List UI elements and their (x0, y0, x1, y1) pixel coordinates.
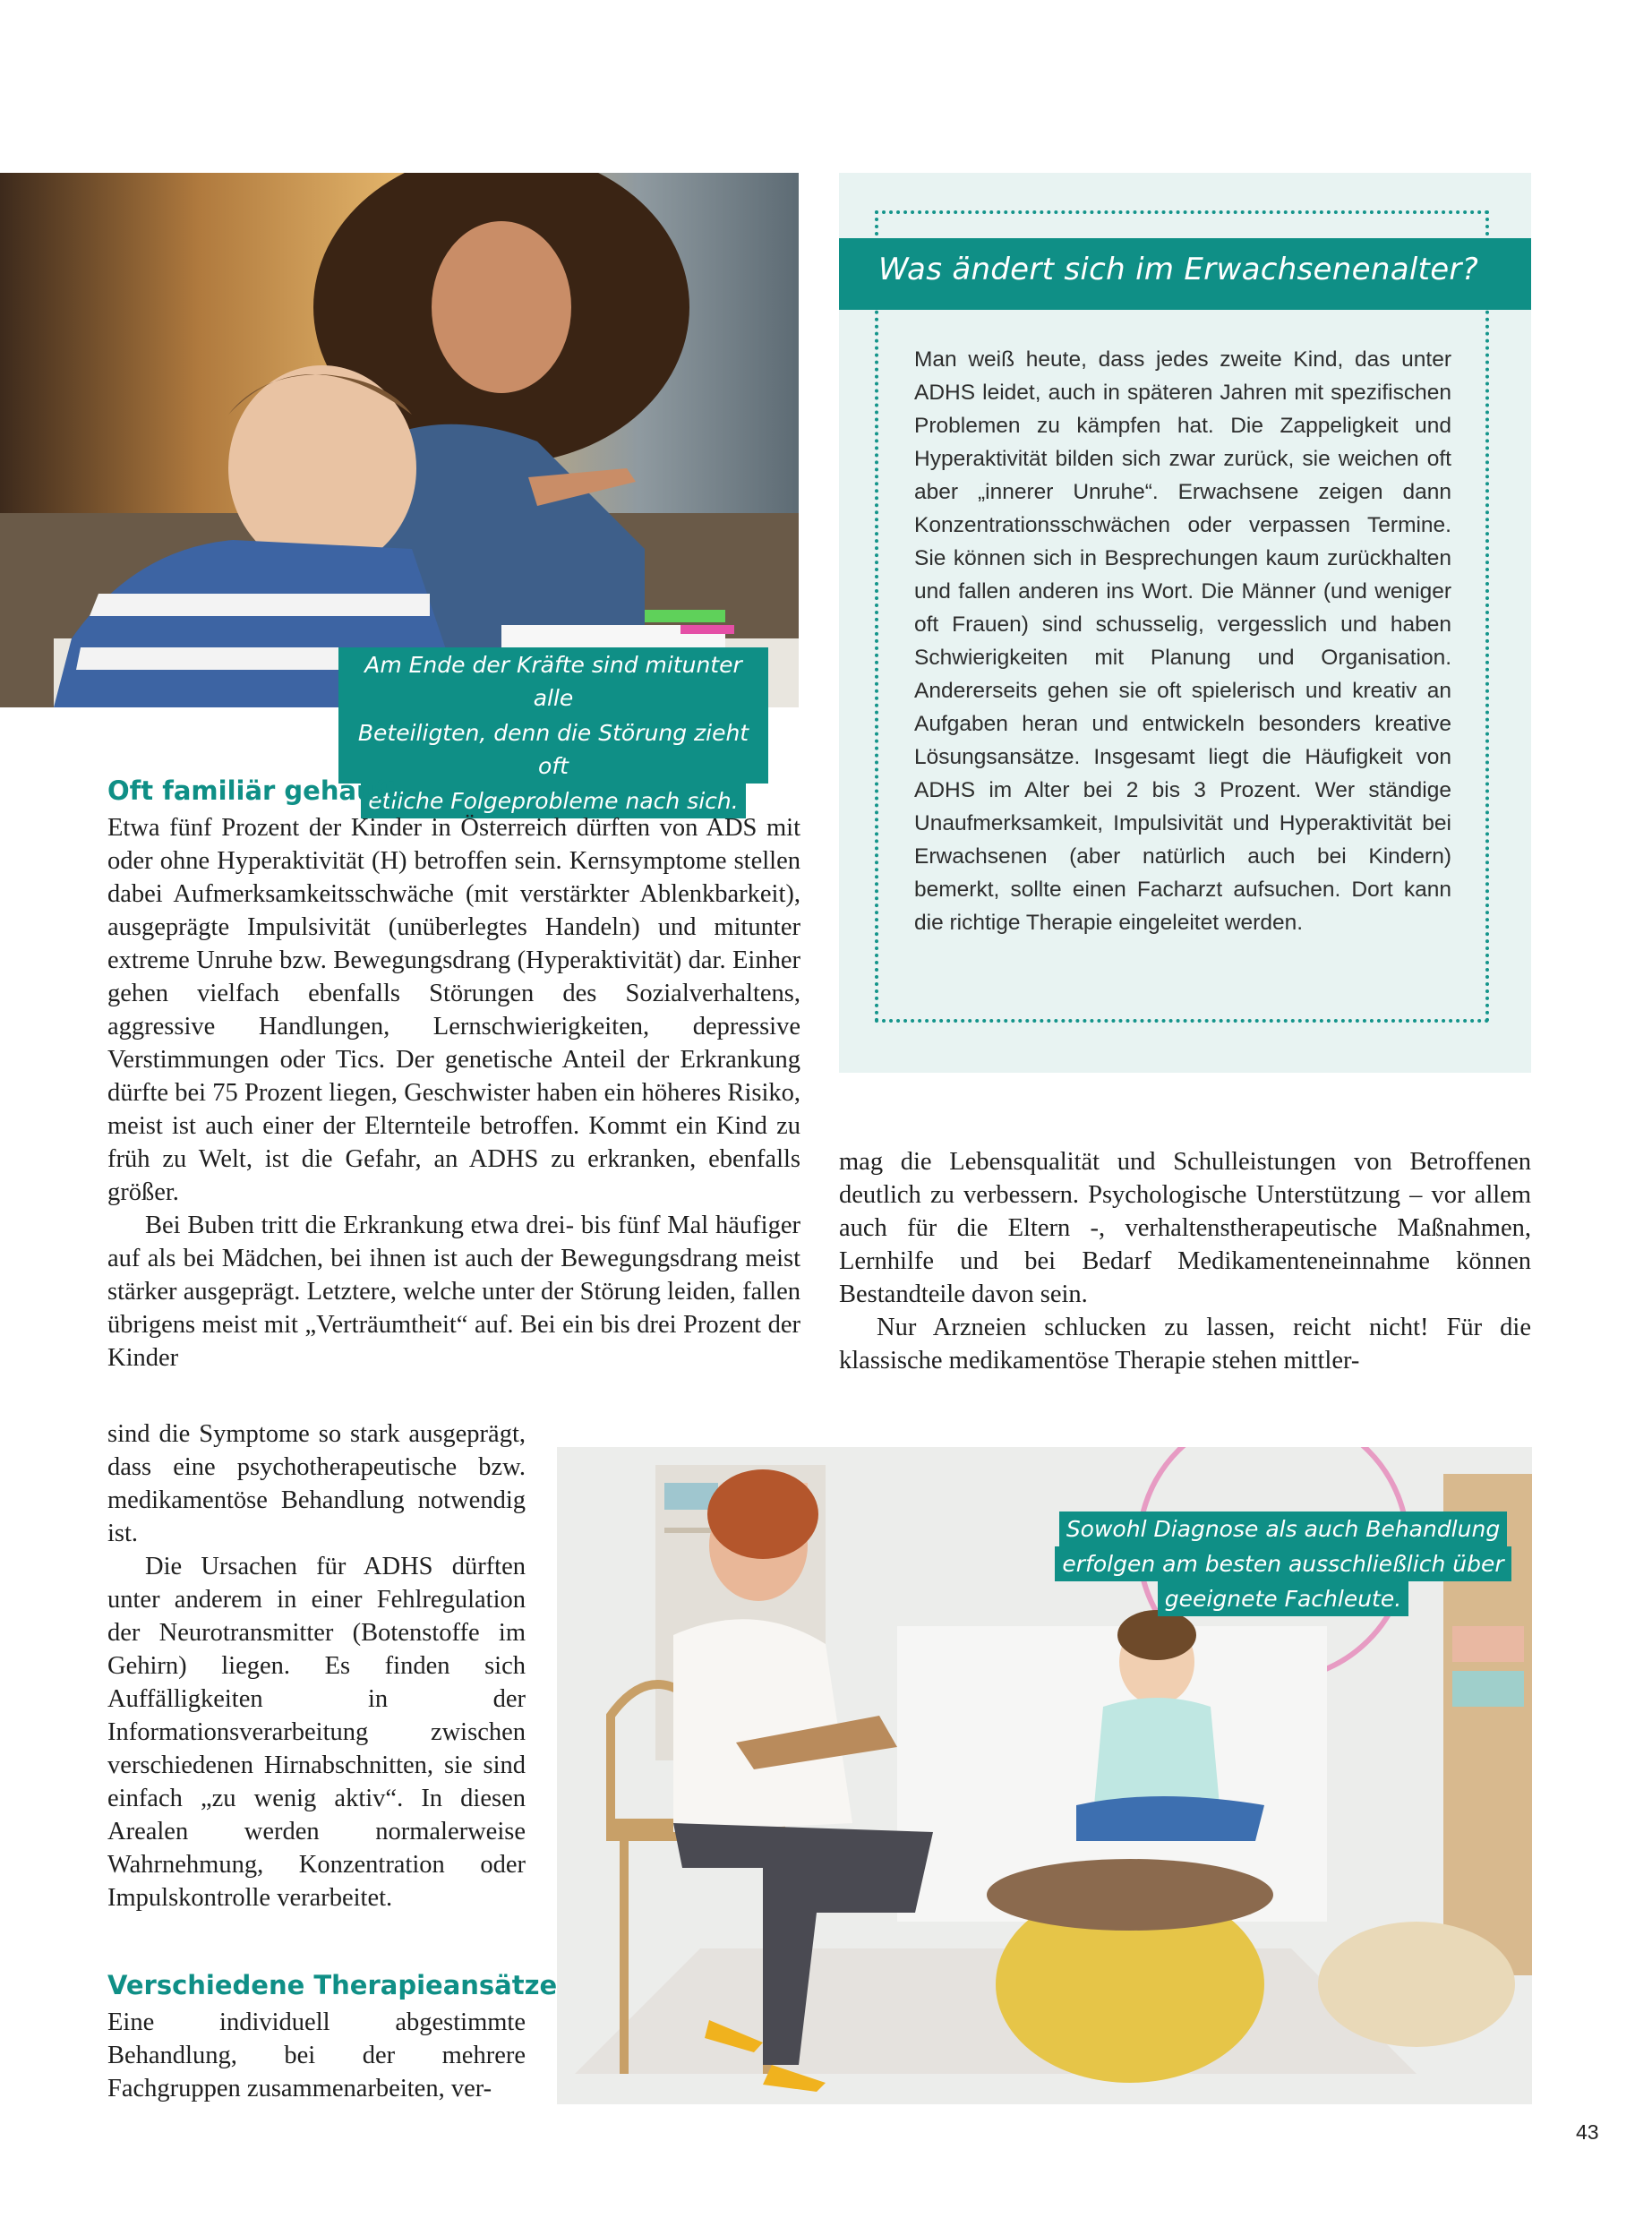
page-number: 43 (1576, 2120, 1599, 2144)
section2-heading: Verschiedene Therapieansätze (107, 1970, 558, 2000)
photo-mother-and-child (0, 173, 799, 707)
caption1-line3: etliche Folgeprobleme nach sich. (361, 784, 745, 818)
caption2-line1: Sowohl Diagnose als auch Behandlung (1059, 1511, 1507, 1546)
section1-para2: Bei Buben tritt die Erkrankung etwa drei- bis fünf Mal häufiger auf als bei Mädchen, bei ihnen ist auch der Bewegungsdrang meist stärker ausgeprägt. Letztere, welche unter der Störung leiden, fallen übrigens meist mit „Verträumtheit“ auf. Bei ein bis drei Prozent der Kinder (107, 1212, 800, 1372)
section1-para3: Die Ursachen für ADHS dürften unter anderem in einer Fehlregulation der Neurotransmitter (Botenstoffe im Gehirn) liegen. Es finden sich Auffälligkeiten in der Informationsverarbeitung zwischen verschiedenen Hirnabschnitten, sie sind einfach „zu wenig aktiv“. In diesen Arealen werden normalerweise Wahrnehmung, Konzentration oder Impulskontrolle verarbeitet. (107, 1553, 526, 1912)
sidebar-box (839, 173, 1531, 1073)
caption2-line2: erfolgen am besten ausschließlich über (1055, 1546, 1511, 1581)
caption1-line1: Am Ende der Kräfte sind mitunter alle (338, 647, 768, 715)
left-column-text-wide (107, 811, 800, 1374)
section1-para2-cont: sind die Symptome so stark ausgeprägt, dass eine psychotherapeutische bzw. medikamentöse Behandlung notwendig ist. (107, 1420, 526, 1547)
left-column-text-narrow (107, 1417, 526, 1914)
photo-caption-2 (1055, 1511, 1511, 1616)
sidebar-title: Was ändert sich im Erwachsenenalter? (878, 252, 1479, 287)
section1-heading: Oft familiär gehäuft (107, 775, 399, 806)
sidebar-text: Man weiß heute, dass jedes zweite Kind, das unter ADHS leidet, auch in späteren Jahren mit spezifischen Problemen zu kämpfen hat. Die Zappeligkeit und Hyperaktivität bilden sich zwar zurück, sie weichen oft aber „innerer Unruhe“. Erwachsene zeigen dann Konzentrationsschwächen oder verpassen Termine. Sie können sich in Besprechungen kaum zurückhalten und fallen anderen ins Wort. Die Männer (und weniger oft Frauen) sind schusselig, vergesslich und haben Schwierigkeiten mit Planung und Organisation. Andererseits gehen sie oft spielerisch und kreativ an Aufgaben heran und entwickeln besonders kreative Lösungsansätze. Insgesamt liegt die Häufigkeit von ADHS im Alter bei 2 bis 3 Prozent. Wer ständige Unaufmerksamkeit, Impulsivität und Hyperaktivität bei Erwachsenen (aber natürlich auch bei Kindern) bemerkt, sollte einen Facharzt aufsuchen. Dort kann die richtige Therapie eingeleitet werden. (914, 347, 1451, 935)
right-para1: mag die Lebensqualität und Schulleistungen von Betroffenen deutlich zu verbessern. Psychologische Unterstützung – vor allem auch für die Eltern -, verhaltenstherapeutische Maßnahmen, Lernhilfe und bei Bedarf Medikamenteneinnahme können Bestandteile davon sein. (839, 1148, 1531, 1308)
caption2-line3: geeignete Fachleute. (1158, 1581, 1408, 1616)
section2-para1: Eine individuell abgestimmte Behandlung, bei der mehrere Fachgruppen zusammenarbeiten, ver- (107, 2008, 526, 2102)
right-para2: Nur Arzneien schlucken zu lassen, reicht nicht! Für die klassische medikamentöse Therapie stehen mittler- (839, 1314, 1531, 1374)
section1-para1: Etwa fünf Prozent der Kinder in Österreich dürften von ADS mit oder ohne Hyperaktivität (H) betroffen sein. Kernsymptome stellen dabei Aufmerksamkeitsschwäche (mit verstärkter Ablenkbarkeit), ausgeprägte Impulsivität (unüberlegtes Handeln) und mitunter extreme Unruhe bzw. Bewegungsdrang (Hyperaktivität) dar. Einher gehen vielfach ebenfalls Störungen des Sozialverhaltens, aggressive Handlungen, Lernschwierigkeiten, depressive Verstimmungen oder Tics. Der genetische Anteil der Erkrankung dürfte bei 75 Prozent liegen, Geschwister haben ein höheres Risiko, meist ist auch einer der Elternteile betroffen. Kommt ein Kind zu früh zu Welt, ist die Gefahr, an ADHS zu erkranken, ebenfalls größer. (107, 814, 800, 1206)
photo-caption-1 (338, 647, 768, 818)
caption1-line2: Beteiligten, denn die Störung zieht oft (338, 715, 768, 784)
right-column-text (839, 1145, 1531, 1377)
section2-text (107, 2006, 526, 2105)
